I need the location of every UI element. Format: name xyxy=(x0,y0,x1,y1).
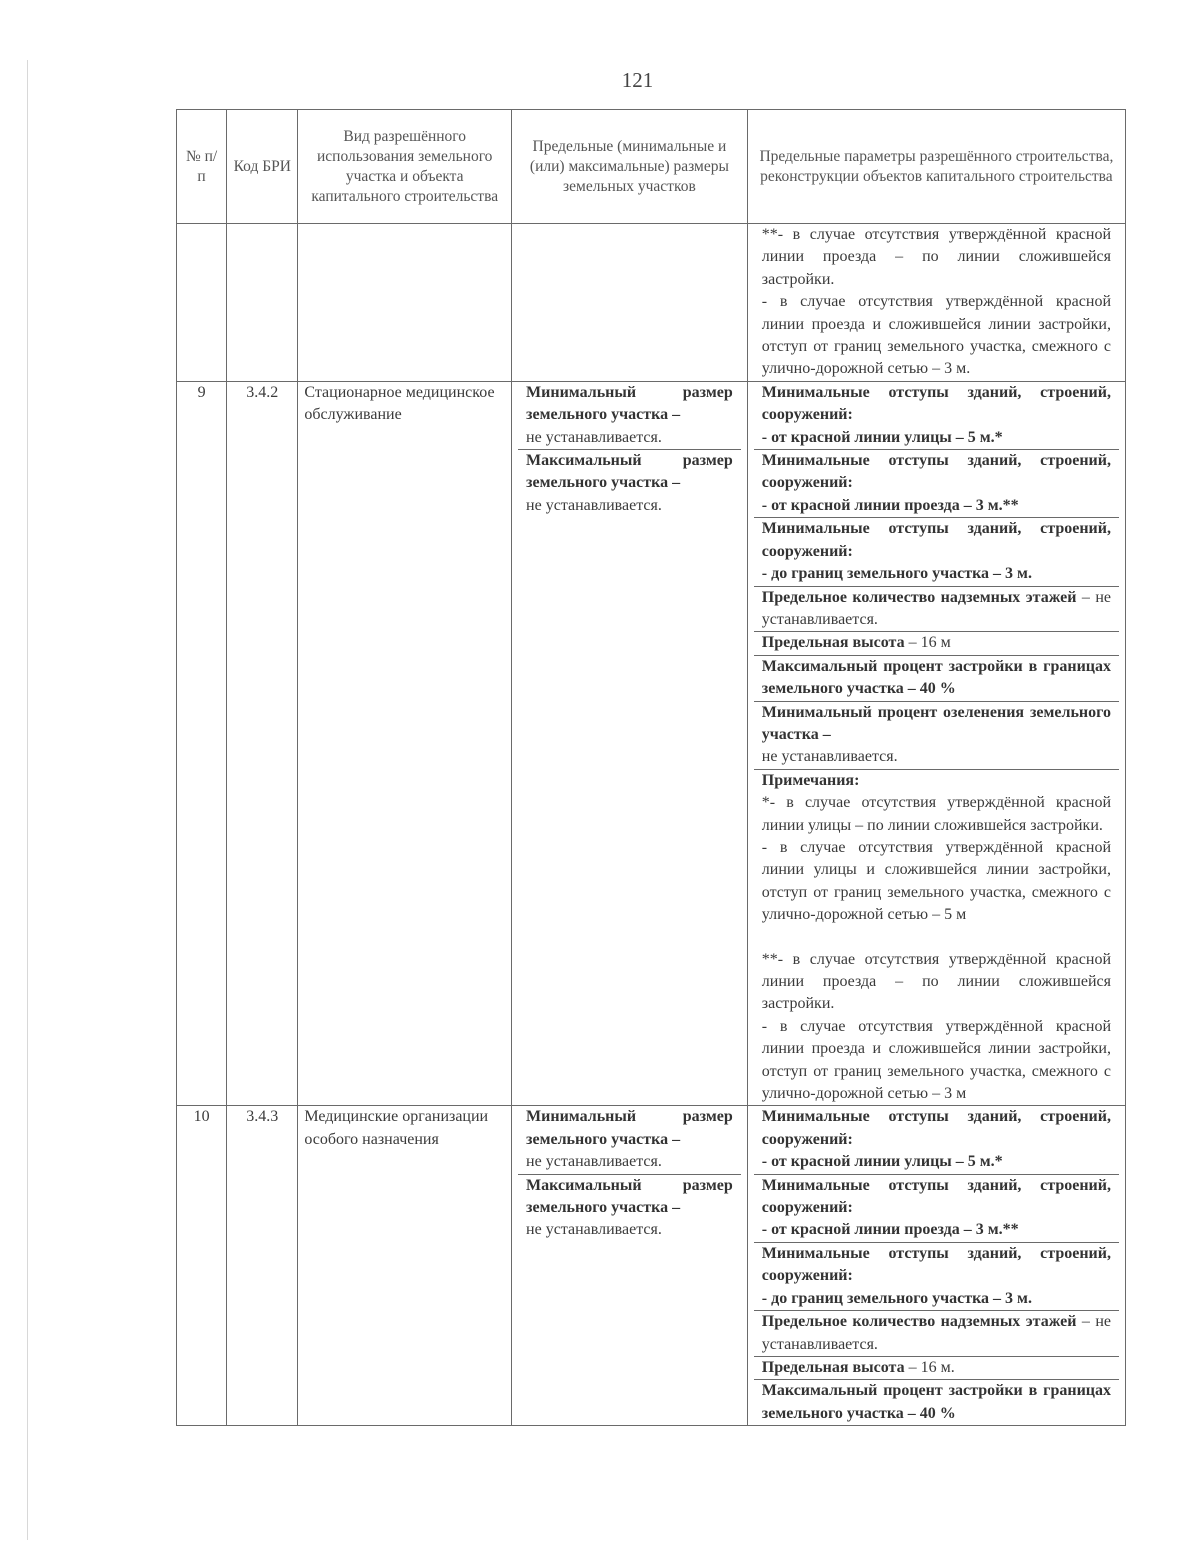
note: - в случае отсутствия утверждённой красной линии улицы и сложившейся линии застройки, отступ от границ земельного участка, смежного с улично-дорожной сетью – 5 м xyxy=(761,838,1111,924)
greening-param: Минимальный процент озеленения земельного участка – не устанавливается. xyxy=(754,702,1119,770)
height-param: Предельная высота – 16 м. xyxy=(754,1357,1119,1380)
table-row xyxy=(177,1106,1126,1426)
size-min-value: не устанавливается. xyxy=(526,428,662,446)
row-construction-params xyxy=(747,381,1125,1106)
size-min-title: Минимальный размер земельного участка – xyxy=(526,383,733,424)
notes-title: Примечания: xyxy=(761,771,860,789)
note: - в случае отсутствия утверждённой красной линии проезда и сложившейся линии застройки, отступ от границ земельного участка, смежного с улично-дорожной сетью – 3 м xyxy=(761,1017,1111,1103)
setback-street-value: - от красной линии улицы – 5 м.* xyxy=(761,428,1003,446)
setback-border-value: - до границ земельного участка – 3 м. xyxy=(761,1289,1032,1307)
size-max-title: Максимальный размер земельного участка – xyxy=(526,452,733,492)
setback-title: Минимальные отступы зданий, строений, сооружений: xyxy=(761,1244,1111,1285)
page-number: 121 xyxy=(621,68,654,92)
header-use-type: Вид разрешённого использования земельного участка и объекта капитального строительства xyxy=(298,110,512,224)
row-number: 9 xyxy=(177,381,227,1106)
setback-title: Минимальные отступы зданий, строений, сооружений: xyxy=(761,1176,1111,1217)
setback-border-value: - до границ земельного участка – 3 м. xyxy=(761,565,1032,583)
row-construction-params xyxy=(747,1106,1125,1426)
continuation-note-1: **- в случае отсутствия утверждённой красной линии проезда – по линии сложившейся застройки. xyxy=(761,226,1111,288)
setback-title: Минимальные отступы зданий, строений, сооружений: xyxy=(761,452,1111,492)
row-plot-size xyxy=(512,381,748,1106)
row-code: 3.4.3 xyxy=(227,1106,298,1426)
header-number: № п/п xyxy=(177,110,227,224)
regulations-table xyxy=(176,109,1126,1426)
table-row xyxy=(177,381,1126,1106)
scan-margin-line xyxy=(27,60,28,1540)
header-construction-params: Предельные параметры разрешённого строительства, реконструкции объектов капитального строительства xyxy=(747,110,1125,224)
size-min-title: Минимальный размер земельного участка – xyxy=(526,1108,733,1148)
setback-street-value: - от красной линии улицы – 5 м.* xyxy=(761,1153,1003,1171)
setback-title: Минимальные отступы зданий, строений, сооружений: xyxy=(761,383,1111,424)
header-code: Код БРИ xyxy=(227,110,298,224)
note: *- в случае отсутствия утверждённой красной линии улицы – по линии сложившейся застройки. xyxy=(761,794,1111,834)
setback-title: Минимальные отступы зданий, строений, сооружений: xyxy=(761,1108,1111,1148)
header-plot-size: Предельные (минимальные и (или) максимальные) размеры земельных участков xyxy=(512,110,748,224)
setback-title: Минимальные отступы зданий, строений, сооружений: xyxy=(761,520,1111,560)
size-max-title: Максимальный размер земельного участка – xyxy=(526,1176,733,1217)
size-max-value: не устанавливается. xyxy=(526,1221,662,1239)
row-number: 10 xyxy=(177,1106,227,1426)
table-header-row xyxy=(177,110,1126,224)
notes xyxy=(754,770,1119,1106)
coverage-param: Максимальный процент застройки в границах земельного участка – 40 % xyxy=(754,656,1119,702)
note: **- в случае отсутствия утверждённой красной линии проезда – по линии сложившейся застройки. xyxy=(761,950,1111,1013)
setback-road-value: - от красной линии проезда – 3 м.** xyxy=(761,496,1019,514)
table-row-continuation xyxy=(177,224,1126,382)
coverage-param: Максимальный процент застройки в границах земельного участка – 40 % xyxy=(761,1382,1111,1422)
row-use-type: Медицинские организации особого назначения xyxy=(298,1106,512,1426)
row-code: 3.4.2 xyxy=(227,381,298,1106)
setback-road-value: - от красной линии проезда – 3 м.** xyxy=(761,1221,1019,1239)
row-use-type: Стационарное медицинское обслуживание xyxy=(298,381,512,1106)
floors-param: Предельное количество надземных этажей – не устанавливается. xyxy=(754,1311,1119,1357)
floors-param: Предельное количество надземных этажей – не устанавливается. xyxy=(754,587,1119,633)
row-plot-size xyxy=(512,1106,748,1426)
continuation-note-2: - в случае отсутствия утверждённой красной линии проезда и сложившейся линии застройки, отступ от границ земельного участка, смежного с улично-дорожной сетью – 3 м. xyxy=(761,293,1111,378)
size-min-value: не устанавливается. xyxy=(526,1153,662,1171)
height-param: Предельная высота – 16 м xyxy=(754,632,1119,655)
size-max-value: не устанавливается. xyxy=(526,496,662,514)
